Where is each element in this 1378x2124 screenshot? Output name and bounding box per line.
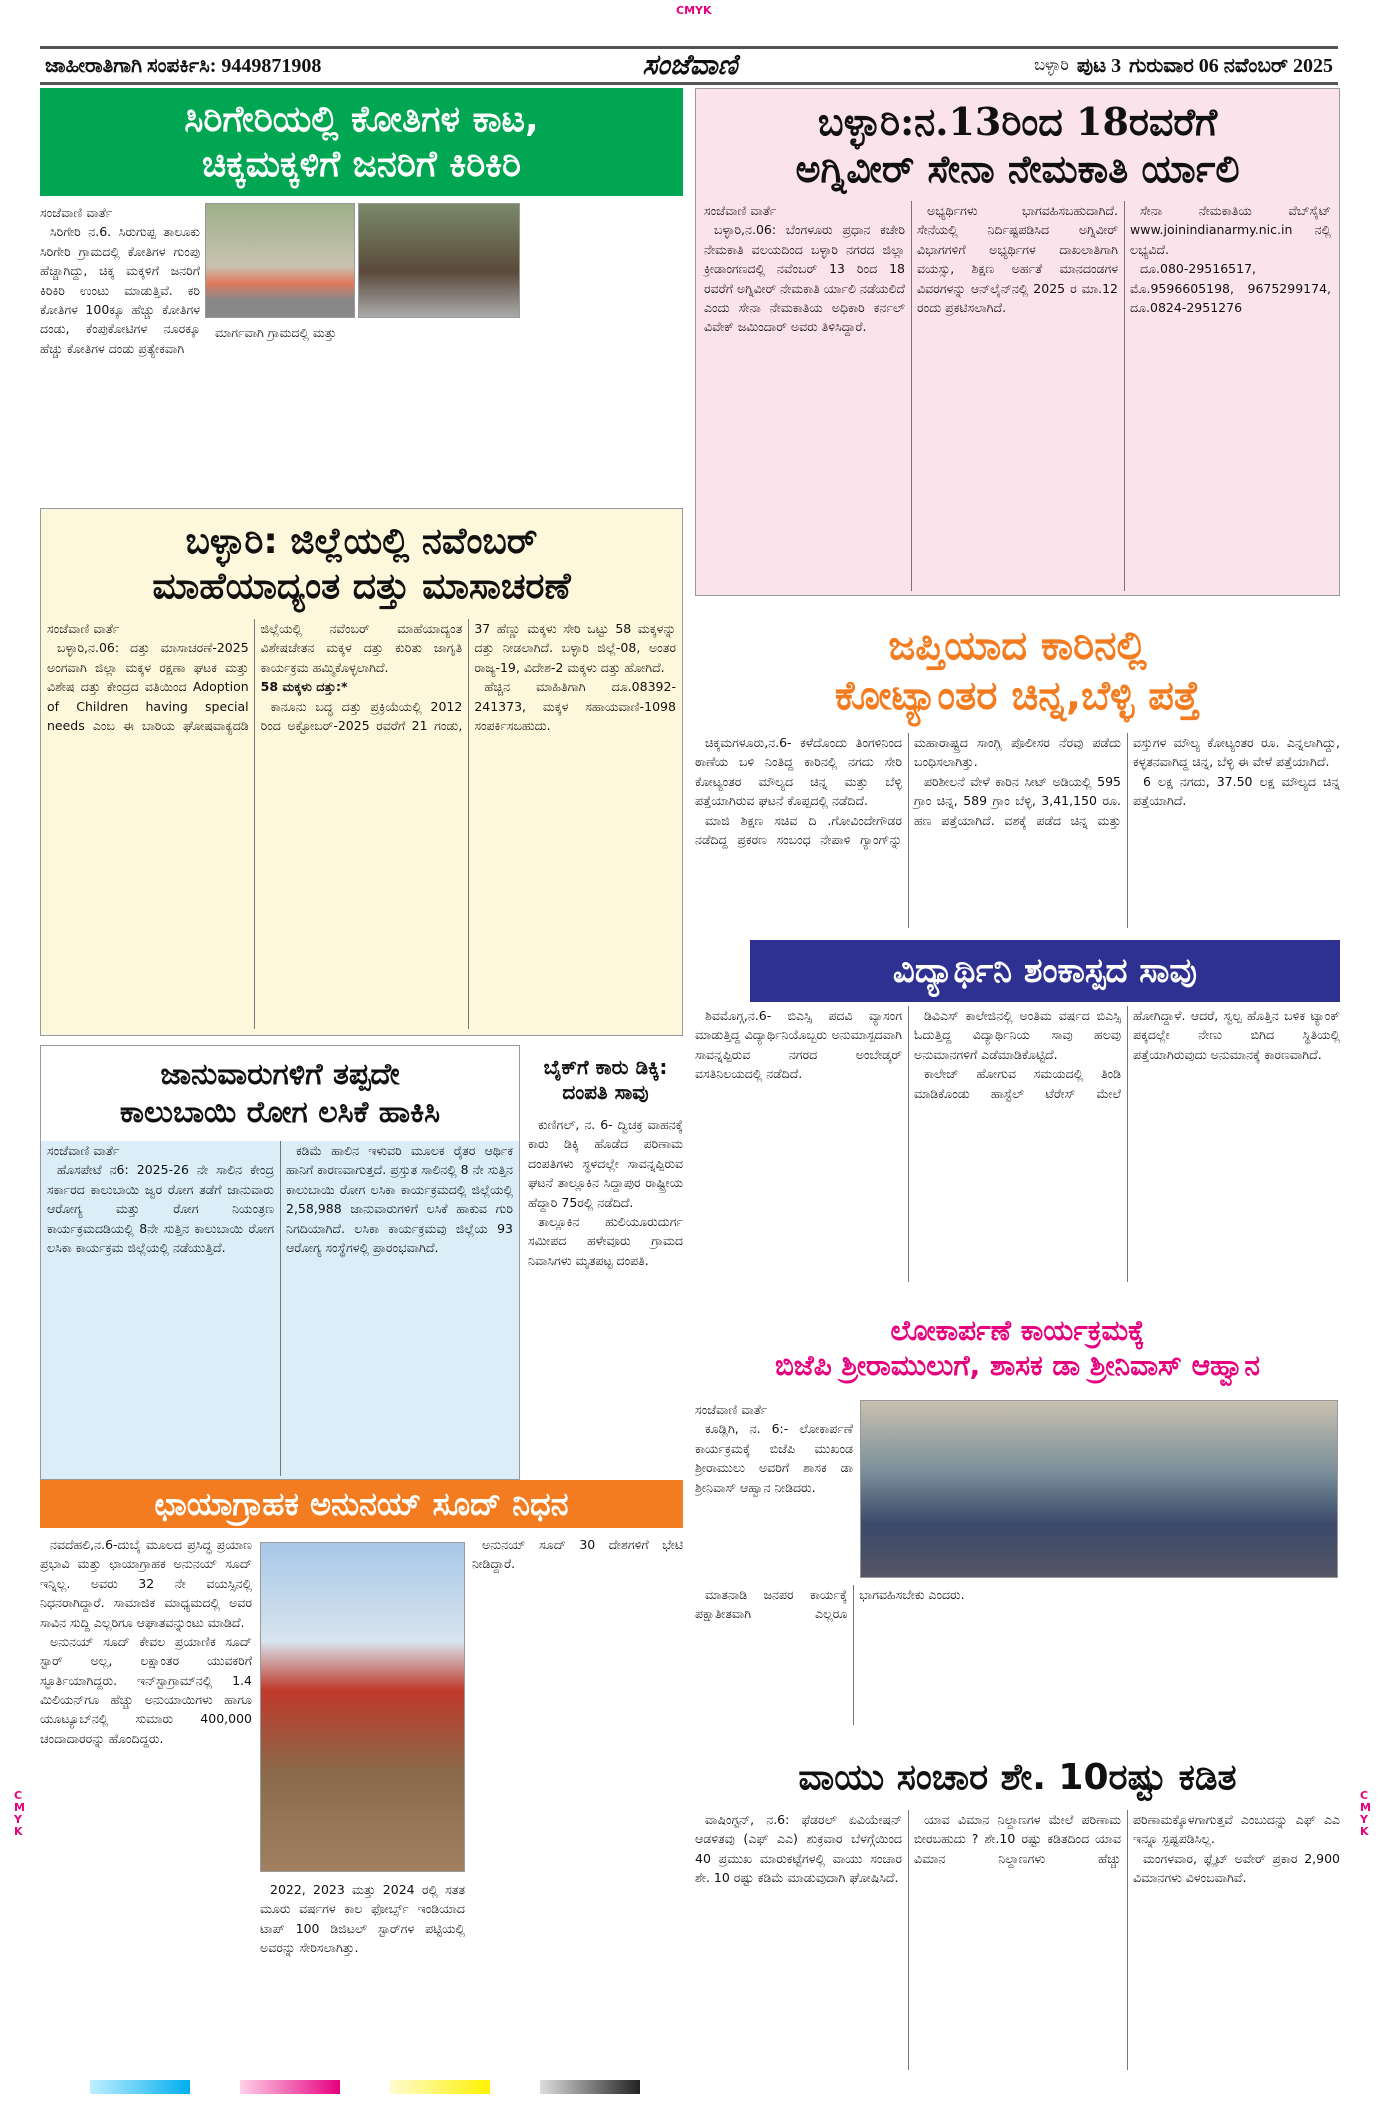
headline <box>41 1046 519 1141</box>
headline-line: ಜಾನುವಾರುಗಳಿಗೆ ತಪ್ಪದೇ <box>160 1057 400 1092</box>
article-body-col3 <box>472 1535 683 2075</box>
headline <box>696 89 1339 201</box>
headline-line: ಕಾಲುಬಾಯಿ ರೋಗ ಲಸಿಕೆ ಹಾಕಿಸಿ <box>119 1094 441 1130</box>
paragraph: ಕಾಲೇಜ್ ಹೋಗುವ ಸಮಯದಲ್ಲಿ ತಿಂಡಿ ಮಾಡಿಕೊಂಡು ಹಾಸ್ಟೆಲ್ ಟೆರೇಸ್ ಮೇಲೆ ಹೋಗಿದ್ದಾಳೆ. ಆದರೆ, ಸ್ವಲ್ಪ ಹೊತ್ತಿನ ಬಳಿಕ ಟ್ಯಾಂಕ್ ಪಕ್ಕದಲ್ಲೇ ನೇಣು ಬಿಗಿದ ಸ್ಥಿತಿಯಲ್ಲಿ ಪತ್ತೆಯಾಗಿರುವುದು ಅನುಮಾನಕ್ಕೆ ಕಾರಣವಾಗಿದೆ. <box>914 1008 1340 1101</box>
ad-contact: ಜಾಹೀರಾತಿಗಾಗಿ ಸಂಪರ್ಕಿಸಿ: 9449871908 <box>45 54 322 77</box>
date: ಗುರುವಾರ 06 ನವೆಂಬರ್ 2025 <box>1129 54 1333 77</box>
article-body-col2 <box>205 323 683 493</box>
article-monkeys <box>40 88 683 498</box>
edition-info <box>1034 52 1333 80</box>
portrait-photo <box>260 1542 465 1872</box>
article-body <box>695 733 1340 928</box>
headline-line: ಬಳ್ಳಾರಿ: ಜಿಲ್ಲೆಯಲ್ಲಿ ನವೆಂಬರ್ <box>185 521 538 562</box>
headline-line: ಅಗ್ನಿವೀರ್ ಸೇನಾ ನೇಮಕಾತಿ ರ್ಯಾಲಿ <box>795 146 1240 191</box>
headline: ಛಾಯಾಗ್ರಾಹಕ ಅನುನಯ್ ಸೂದ್ ನಿಧನ <box>40 1480 683 1528</box>
headline-line: ಬೈಕ್‌ಗೆ ಕಾರು ಡಿಕ್ಕಿ: <box>543 1055 668 1079</box>
cmyk-mark-left: CMYK <box>14 1789 25 1839</box>
article-body-col1 <box>40 1535 252 2075</box>
article-air-traffic-cut <box>695 1745 1340 2075</box>
paragraph: ಮಾರ್ಗವಾಗಿ ಗ್ರಾಮದಲ್ಲಿ ಮತ್ತು <box>215 325 337 340</box>
headline <box>41 509 682 619</box>
article-body-col1 <box>695 1400 853 1578</box>
cmyk-mark-top: CMYK <box>676 4 712 17</box>
paragraph: ವಾಷಿಂಗ್ಟನ್, ನ.6: ಫೆಡರಲ್ ಏವಿಯೇಷನ್ ಆಡಳಿತವು (ಎಫ್ ಎಎ) ಶುಕ್ರವಾರ ಬೆಳಗ್ಗೆಯಿಂದ 40 ಪ್ರಮುಖ ಮಾರುಕಟ್ಟೆಗಳಲ್ಲಿ ವಾಯು ಸಂಚಾರ ಶೇ. 10 ರಷ್ಟು ಕಡಿಮೆ ಮಾಡುವುದಾಗಿ ಘೋಷಿಸಿದೆ. <box>695 1812 902 1886</box>
black-bar <box>540 2080 640 2094</box>
headline-line: ದಂಪತಿ ಸಾವು <box>562 1080 649 1104</box>
article-adoption-month <box>40 508 683 1036</box>
headline <box>40 88 683 196</box>
byline: ಸಂಜೆವಾಣಿ ವಾರ್ತೆ <box>40 205 113 220</box>
article-body <box>528 1115 683 1475</box>
paragraph: ಪರಿಶೀಲನೆ ವೇಳೆ ಕಾರಿನ ಸೀಟ್ ಅಡಿಯಲ್ಲಿ 595 ಗ್ರಾಂ ಚಿನ್ನ, 589 ಗ್ರಾಂ ಬೆಳ್ಳಿ, 3,41,150 ರೂ. ಹಣ ಪತ್ತೆಯಾಗಿದೆ. ವಶಕ್ಕೆ ಪಡೆದ ಚಿನ್ನ ಮತ್ತು ವಸ್ತುಗಳ ಮೌಲ್ಯ ಕೋಟ್ಯಂತರ ರೂ. ಎನ್ನಲಾಗಿದ್ದು, ಕಳ್ಳತನವಾಗಿದ್ದ ಚಿನ್ನ, ಬೆಳ್ಳಿ ಈ ವೇಳೆ ಪತ್ತೆಯಾಗಿದೆ. <box>914 735 1340 828</box>
article-body <box>695 1002 1340 1282</box>
paragraph: ಕಾನೂನು ಬದ್ಧ ದತ್ತು ಪ್ರಕ್ರಿಯೆಯಲ್ಲಿ 2012 ರಿಂದ ಅಕ್ಟೋಬರ್-2025 ರವರೆಗೆ 21 ಗಂಡು, 37 ಹೆಣ್ಣು ಮಕ್ಕಳು ಸೇರಿ ಒಟ್ಟು 58 ಮಕ್ಕಳನ್ನು ದತ್ತು ನೀಡಲಾಗಿದೆ. ಬಳ್ಳಾರಿ ಜಿಲ್ಲೆ-08, ಅಂತರ ರಾಜ್ಯ-19, ವಿದೇಶ-2 ಮಕ್ಕಳು ದತ್ತು ಹೋಗಿದೆ. <box>260 621 676 733</box>
paragraph: ಮಾಜಿ ಶಿಕ್ಷಣ ಸಚಿವ ದಿ .ಗೋವಿಂದೇಗೌಡರ ನಡೆದಿದ್ದ ಪ್ರಕರಣ ಸಂಬಂಧ ನೇಪಾಳಿ ಗ್ಯಾಂಗ್‌ನ್ನು ಮಹಾರಾಷ್ಟ್ರದ ಸಾಂಗ್ಲಿ ಪೊಲೀಸರ ನೆರವು ಪಡೆದು ಬಂಧಿಸಲಾಗಿತ್ತು. <box>695 735 1121 847</box>
headline <box>528 1045 683 1115</box>
byline: ಸಂಜೆವಾಣಿ ವಾರ್ತೆ <box>704 203 777 218</box>
article-body <box>695 1810 1340 2070</box>
article-body <box>41 1141 519 1476</box>
headline: ವಾಯು ಸಂಚಾರ ಶೇ. 10ರಷ್ಟು ಕಡಿತ <box>798 1757 1237 1798</box>
headline-line: ಬಳ್ಳಾರಿ:ನ.13ರಿಂದ 18ರವರೆಗೆ <box>817 98 1218 144</box>
paragraph: ಸೇನಾ ನೇಮಕಾತಿಯ ವೆಬ್‌ಸೈಟ್ www.joinindianarmy.nic.in ನಲ್ಲಿ ಲಭ್ಯವಿದೆ. <box>1130 203 1331 257</box>
paragraph: ಯಾವ ವಿಮಾನ ನಿಲ್ದಾಣಗಳ ಮೇಲೆ ಪರಿಣಾಮ ಬೀರಬಹುದು ? ಶೇ.10 ರಷ್ಟು ಕಡಿತದಿಂದ ಯಾವ ವಿಮಾನ ನಿಲ್ದಾಣಗಳು ಹೆಚ್ಚು ಪರಿಣಾಮಕ್ಕೊಳಗಾಗುತ್ತವೆ ಎಂಬುದನ್ನು ಎಫ್ ಎಎ ಇನ್ನೂ ಸ್ಪಷ್ಟಪಡಿಸಿಲ್ಲ. <box>914 1812 1340 1866</box>
paragraph: ಬಳ್ಳಾರಿ,ನ.06: ದತ್ತು ಮಾಸಾಚರಣೆ-2025 ಅಂಗವಾಗಿ ಜಿಲ್ಲಾ ಮಕ್ಕಳ ರಕ್ಷಣಾ ಘಟಕ ಮತ್ತು ವಿಶೇಷ ದತ್ತು ಕೇಂದ್ರದ ವತಿಯಿಂದ Adoption of Children having special needs ಎಂಬ ಈ ಬಾರಿಯ ಘೋಷವಾಕ್ಯದಡಿ ಜಿಲ್ಲೆಯಲ್ಲಿ ನವೆಂಬರ್ ಮಾಹೆಯಾದ್ಯಂತ ವಿಶೇಷಚೇತನ ಮಕ್ಕಳ ದತ್ತು ಕುರಿತು ಜಾಗೃತಿ ಕಾರ್ಯಕ್ರಮ ಹಮ್ಮಿಕೊಳ್ಳಲಾಗಿದೆ. <box>47 621 463 733</box>
headline <box>695 608 1340 733</box>
paragraph: ಬಳ್ಳಾರಿ,ನ.06: ಬೆಂಗಳೂರು ಪ್ರಧಾನ ಕಚೇರಿ ನೇಮಕಾತಿ ವಲಯದಿಂದ ಬಳ್ಳಾರಿ ನಗರದ ಜಿಲ್ಲಾ ಕ್ರೀಡಾಂಗಣದಲ್ಲಿ ನವೆಂಬರ್ 13 ರಿಂದ 18 ರವರೆಗೆ ಅಗ್ನಿವೀರ್ ನೇಮಕಾತಿ ರ್ಯಾಲಿ ನಡೆಯಲಿದೆ ಎಂದು ಸೇನಾ ನೇಮಕಾತಿಯ ಅಧಿಕಾರಿ ಕರ್ನಲ್ ವಿವೇಕ್ ಜಮಿಂದಾರ್ ಅವರು ತಿಳಿಸಿದ್ದಾರೆ. <box>704 222 905 335</box>
paragraph: ತಾಲ್ಲೂಕಿನ ಹುಲಿಯೂರುದುರ್ಗ ಸಮೀಪದ ಹಳೇವೂರು ಗ್ರಾಮದ ನಿವಾಸಿಗಳು ಮೃತಪಟ್ಟ ದಂಪತಿ. <box>528 1213 683 1268</box>
paragraph: ಅನುನಯ್ ಸೂದ್ 30 ದೇಶಗಳಿಗೆ ಭೇಟಿ ನೀಡಿದ್ದಾರೆ. <box>472 1537 683 1572</box>
headline-line: ಜಪ್ತಿಯಾದ ಕಾರಿನಲ್ಲಿ <box>888 622 1147 669</box>
paragraph: ಕೂಡ್ಲಿಗಿ, ನ. 6:- ಲೋಕಾರ್ಪಣೆ ಕಾರ್ಯಕ್ರಮಕ್ಕೆ ಬಿಜೆಪಿ ಮುಖಂಡ ಶ್ರೀರಾಮುಲು ಅವರಿಗೆ ಶಾಸಕ ಡಾ ಶ್ರೀನಿವಾಸ್ ಆಹ್ವಾನ ನೀಡಿದರು. <box>695 1421 853 1495</box>
headline-line: ಸಿರಿಗೇರಿಯಲ್ಲಿ ಕೋತಿಗಳ ಕಾಟ, <box>184 99 539 140</box>
monkey-photo-2 <box>358 203 520 318</box>
paragraph: ಕುಣಿಗಲ್, ನ. 6- ದ್ವಿಚಕ್ರ ವಾಹನಕ್ಕೆ ಕಾರು ಡಿಕ್ಕಿ ಹೊಡೆದ ಪರಿಣಾಮ ದಂಪತಿಗಳು ಸ್ಥಳದಲ್ಲೇ ಸಾವನ್ನಪ್ಪಿರುವ ಘಟನೆ ತಾಲ್ಲೂಕಿನ ಸಿದ್ದಾಪುರ ರಾಷ್ಟ್ರೀಯ ಹೆದ್ದಾರಿ 75ರಲ್ಲಿ ನಡೆದಿದೆ. <box>528 1117 683 1210</box>
paragraph: 2022, 2023 ಮತ್ತು 2024 ರಲ್ಲಿ ಸತತ ಮೂರು ವರ್ಷಗಳ ಕಾಲ ಫೋರ್ಬ್ಸ್ ಇಂಡಿಯಾದ ಟಾಪ್ 100 ಡಿಜಿಟಲ್ ಸ್ಟಾರ್‌ಗಳ ಪಟ್ಟಿಯಲ್ಲಿ ಅವರನ್ನು ಸೇರಿಸಲಾಗಿತ್ತು. <box>260 1882 465 1956</box>
paragraph: ಮಂಗಳವಾರ, ಫ್ಲೈಟ್ ಅವೇರ್ ಪ್ರಕಾರ 2,900 ವಿಮಾನಗಳು ವಿಳಂಬವಾಗಿವೆ. <box>1133 1850 1340 1886</box>
monkey-photo-1 <box>205 203 355 318</box>
magenta-bar <box>240 2080 340 2094</box>
paragraph: ಮಾತನಾಡಿ ಜನಪರ ಕಾರ್ಯಕ್ಕೆ ಪಕ್ಷಾತೀತವಾಗಿ ಎಲ್ಲರೂ ಭಾಗವಹಿಸಬೇಕು ಎಂದರು. <box>695 1587 965 1622</box>
article-car-gold-silver <box>695 608 1340 933</box>
masthead-top-rule <box>40 46 1338 49</box>
paragraph: ಡಿವಿಎಸ್ ಕಾಲೇಜಿನಲ್ಲಿ ಅಂತಿಮ ವರ್ಷದ ಬಿಎಸ್ಸಿ ಓದುತ್ತಿದ್ದ ವಿದ್ಯಾರ್ಥಿನಿಯ ಸಾವು ಹಲವು ಅನುಮಾನಗಳಿಗೆ ಎಡೆಮಾಡಿಕೊಟ್ಟಿದೆ. <box>914 1008 1121 1062</box>
article-fmd-vaccine <box>40 1045 520 1480</box>
byline: ಸಂಜೆವಾಣಿ ವಾರ್ತೆ <box>47 621 120 636</box>
subhead: 58 ಮಕ್ಕಳು ದತ್ತು:* <box>260 679 348 695</box>
paragraph: ನವದೆಹಲಿ,ನ.6-ದುಬೈ ಮೂಲದ ಪ್ರಸಿದ್ಧ ಪ್ರಯಾಣ ಪ್ರಭಾವಿ ಮತ್ತು ಛಾಯಾಗ್ರಾಹಕ ಅನುನಯ್ ಸೂದ್ ಇನ್ನಿಲ್ಲ. ಅವರು 32 ನೇ ವಯಸ್ಸಿನಲ್ಲಿ ನಿಧನರಾಗಿದ್ದಾರೆ. ಸಾಮಾಜಿಕ ಮಾಧ್ಯಮದಲ್ಲಿ ಅವರ ಸಾವಿನ ಸುದ್ದಿ ಎಲ್ಲರಿಗೂ ಆಘಾತವನ್ನುಂಟು ಮಾಡಿದೆ. <box>40 1537 252 1630</box>
article-inauguration-invite <box>695 1300 1340 1730</box>
headline: ವಿದ್ಯಾರ್ಥಿನಿ ಶಂಕಾಸ್ಪದ ಸಾವು <box>750 940 1340 1002</box>
paragraph: ಕಡಿಮೆ ಹಾಲಿನ ಇಳುವರಿ ಮೂಲಕ ರೈತರ ಆರ್ಥಿಕ ಹಾನಿಗೆ ಕಾರಣವಾಗುತ್ತದೆ. ಪ್ರಸ್ತುತ ಸಾಲಿನಲ್ಲಿ 8 ನೇ ಸುತ್ತಿನ ಕಾಲುಬಾಯಿ ರೋಗ ಲಸಿಕಾ ಕಾರ್ಯಕ್ರಮದಲ್ಲಿ ಜಿಲ್ಲೆಯಲ್ಲಿ 2,58,988 ಜಾನುವಾರುಗಳಿಗೆ ಲಸಿಕೆ ಹಾಕುವ ಗುರಿ ನಿಗದಿಯಾಗಿದೆ. ಲಸಿಕಾ ಕಾರ್ಯಕ್ರಮವು ಜಿಲ್ಲೆಯ 93 ಆರೋಗ್ಯ ಸಂಸ್ಥೆಗಳಲ್ಲಿ ಪ್ರಾರಂಭವಾಗಿದೆ. <box>286 1143 513 1255</box>
article-body-col2 <box>695 1585 1340 1725</box>
inauguration-photo <box>860 1400 1338 1578</box>
paragraph: ಅಭ್ಯರ್ಥಿಗಳು ಭಾಗವಹಿಸಬಹುದಾಗಿದೆ. ಸೇನೆಯಲ್ಲಿ ನಿರ್ದಿಷ್ಟಪಡಿಸಿದ ಅಗ್ನಿವೀರ್ ವಿಭಾಗಗಳಿಗೆ ಅಭ್ಯರ್ಥಿಗಳ ದಾಖಲಾತಿಗಾಗಿ ವಯಸ್ಸು, ಶಿಕ್ಷಣ ಅರ್ಹತೆ ಮಾನದಂಡಗಳ ವಿವರಗಳನ್ನು ಆನ್‌ಲೈನ್‌ನಲ್ಲಿ 2025 ರ ಮಾ.12 ರಂದು ಪ್ರಕಟಿಸಲಾಗಿದೆ. <box>917 203 1118 315</box>
article-photographer-death <box>40 1480 683 2075</box>
paragraph: ಹೆಚ್ಚಿನ ಮಾಹಿತಿಗಾಗಿ ದೂ.08392-241373, ಮಕ್ಕಳ ಸಹಾಯವಾಣಿ-1098 ಸಂಪರ್ಕಿಸಬಹುದು. <box>474 679 676 733</box>
headline <box>695 1300 1340 1395</box>
paragraph: ಹೊಸಪೇಟೆ ನ6: 2025-26 ನೇ ಸಾಲಿನ ಕೇಂದ್ರ ಸರ್ಕಾರದ ಕಾಲುಬಾಯಿ ಜ್ವರ ರೋಗ ತಡೆಗೆ ಜಾನುವಾರು ಆರೋಗ್ಯ ಮತ್ತು ರೋಗ ನಿಯಂತ್ರಣ ಕಾರ್ಯಕ್ರಮದಡಿಯಲ್ಲಿ 8ನೇ ಸುತ್ತಿನ ಕಾಲುಬಾಯಿ ರೋಗ ಲಸಿಕಾ ಕಾರ್ಯಕ್ರಮ ಜಿಲ್ಲೆಯಲ್ಲಿ ನಡೆಯುತ್ತಿದೆ. <box>47 1162 274 1255</box>
paragraph: ಅನುನಯ್ ಸೂದ್ ಕೇವಲ ಪ್ರಯಾಣಿಕ ಸೂದ್ ಸ್ಟಾರ್ ಅಲ್ಲ, ಲಕ್ಷಾಂತರ ಯುವಕರಿಗೆ ಸ್ಫೂರ್ತಿಯಾಗಿದ್ದರು. ಇನ್‌ಸ್ಟಾಗ್ರಾಮ್‌ನಲ್ಲಿ 1.4 ಮಿಲಿಯನ್‌ಗೂ ಹೆಚ್ಚು ಅನುಯಾಯಿಗಳು ಹಾಗೂ ಯೂಟ್ಯೂಬ್‌ನಲ್ಲಿ ಸುಮಾರು 400,000 ಚಂದಾದಾರರನ್ನು ಹೊಂದಿದ್ದರು. <box>40 1633 252 1746</box>
byline: ಸಂಜೆವಾಣಿ ವಾರ್ತೆ <box>695 1402 768 1417</box>
article-body-col2 <box>260 1880 465 2075</box>
edition: ಬಳ್ಳಾರಿ <box>1034 57 1069 74</box>
headline-line: ಚಿಕ್ಕಮಕ್ಕಳಿಗೆ ಜನರಿಗೆ ಕಿರಿಕಿರಿ <box>201 144 522 185</box>
article-body <box>41 619 682 1029</box>
cmyk-mark-right: CMYK <box>1360 1789 1371 1839</box>
masthead-bottom-rule <box>40 82 1338 85</box>
page-number: ಪುಟ 3 <box>1076 54 1122 77</box>
paragraph: 6 ಲಕ್ಷ ನಗದು, 37.50 ಲಕ್ಷ ಮೌಲ್ಯದ ಚಿನ್ನ ಪತ್ತೆಯಾಗಿದೆ. <box>1133 773 1340 809</box>
paper-name: ಸಂಜೆವಾಣಿ <box>642 50 738 81</box>
article-body <box>696 201 1339 591</box>
byline: ಸಂಜೆವಾಣಿ ವಾರ್ತೆ <box>47 1143 120 1158</box>
article-student-death <box>695 940 1340 1285</box>
cyan-bar <box>90 2080 190 2094</box>
headline-line: ಲೋಕಾರ್ಪಣೆ ಕಾರ್ಯಕ್ರಮಕ್ಕೆ <box>890 1313 1145 1347</box>
paragraph: ಸಿರಿಗೇರಿ ನ.6. ಸಿರುಗುಪ್ಪ ತಾಲೂಕು ಸಿರಿಗೇರಿ ಗ್ರಾಮದಲ್ಲಿ ಕೋತಿಗಳ ಗುಂಪು ಹೆಚ್ಚಾಗಿದ್ದು, ಚಿಕ್ಕ ಮಕ್ಕಳಿಗೆ ಜನರಿಗೆ ಕಿರಿಕಿರಿ ಉಂಟು ಮಾಡುತ್ತಿವೆ. ಕರಿ ಕೋತಿಗಳ 100ಕ್ಕೂ ಹೆಚ್ಚು ಕೋತಿಗಳ ದಂಡು, ಕೆಂಪುಕೋಟಿಗಳ ನೂರಕ್ಕೂ ಹೆಚ್ಚು ಕೋತಿಗಳ ದಂಡು ಪ್ರತ್ಯೇಕವಾಗಿ <box>40 224 200 356</box>
paragraph: ದೂ.080-29516517, ಮೊ.9596605198, 9675299174, ದೂ.0824-2951276 <box>1130 261 1331 315</box>
yellow-bar <box>390 2080 490 2094</box>
article-body-col1 <box>40 203 200 493</box>
paper-logo <box>600 52 780 80</box>
paragraph: ಶಿವಮೊಗ್ಗ,ನ.6- ಬಿಎಸ್ಸಿ ಪದವಿ ವ್ಯಾಸಂಗ ಮಾಡುತ್ತಿದ್ದ ವಿದ್ಯಾರ್ಥಿನಿಯೊಬ್ಬರು ಅನುಮಾಸ್ಪದವಾಗಿ ಸಾವನ್ನಪ್ಪಿರುವ ನಗರದ ಅಂಬೇಡ್ಕರ್ ವಸತಿನಿಲಯದಲ್ಲಿ ನಡೆದಿದೆ. <box>695 1008 902 1082</box>
article-bike-accident <box>528 1045 683 1480</box>
headline-line: ಮಾಹೆಯಾದ್ಯಂತ ದತ್ತು ಮಾಸಾಚರಣೆ <box>152 566 571 607</box>
headline-line: ಕೋಟ್ಯಾಂತರ ಚಿನ್ನ,ಬೆಳ್ಳಿ ಪತ್ತೆ <box>834 672 1201 719</box>
headline-line: ಬಿಜೆಪಿ ಶ್ರೀರಾಮುಲುಗೆ, ಶಾಸಕ ಡಾ ಶ್ರೀನಿವಾಸ್ ಆಹ್ವಾನ <box>774 1348 1261 1382</box>
article-agniveer-rally <box>695 88 1340 596</box>
paragraph: ಚಿಕ್ಕಮಗಳೂರು,ನ.6- ಕಳೆದೊಂದು ತಿಂಗಳಿನಿಂದ ಠಾಣೆಯ ಬಳಿ ನಿಂತಿದ್ದ ಕಾರಿನಲ್ಲಿ ನಗದು ಸೇರಿ ಕೋಟ್ಯಂತರ ಮೌಲ್ಯದ ಚಿನ್ನ ಮತ್ತು ಬೆಳ್ಳಿ ಪತ್ತೆಯಾಗಿರುವ ಘಟನೆ ಕೊಪ್ಪದಲ್ಲಿ ನಡೆದಿದೆ. <box>695 735 902 809</box>
